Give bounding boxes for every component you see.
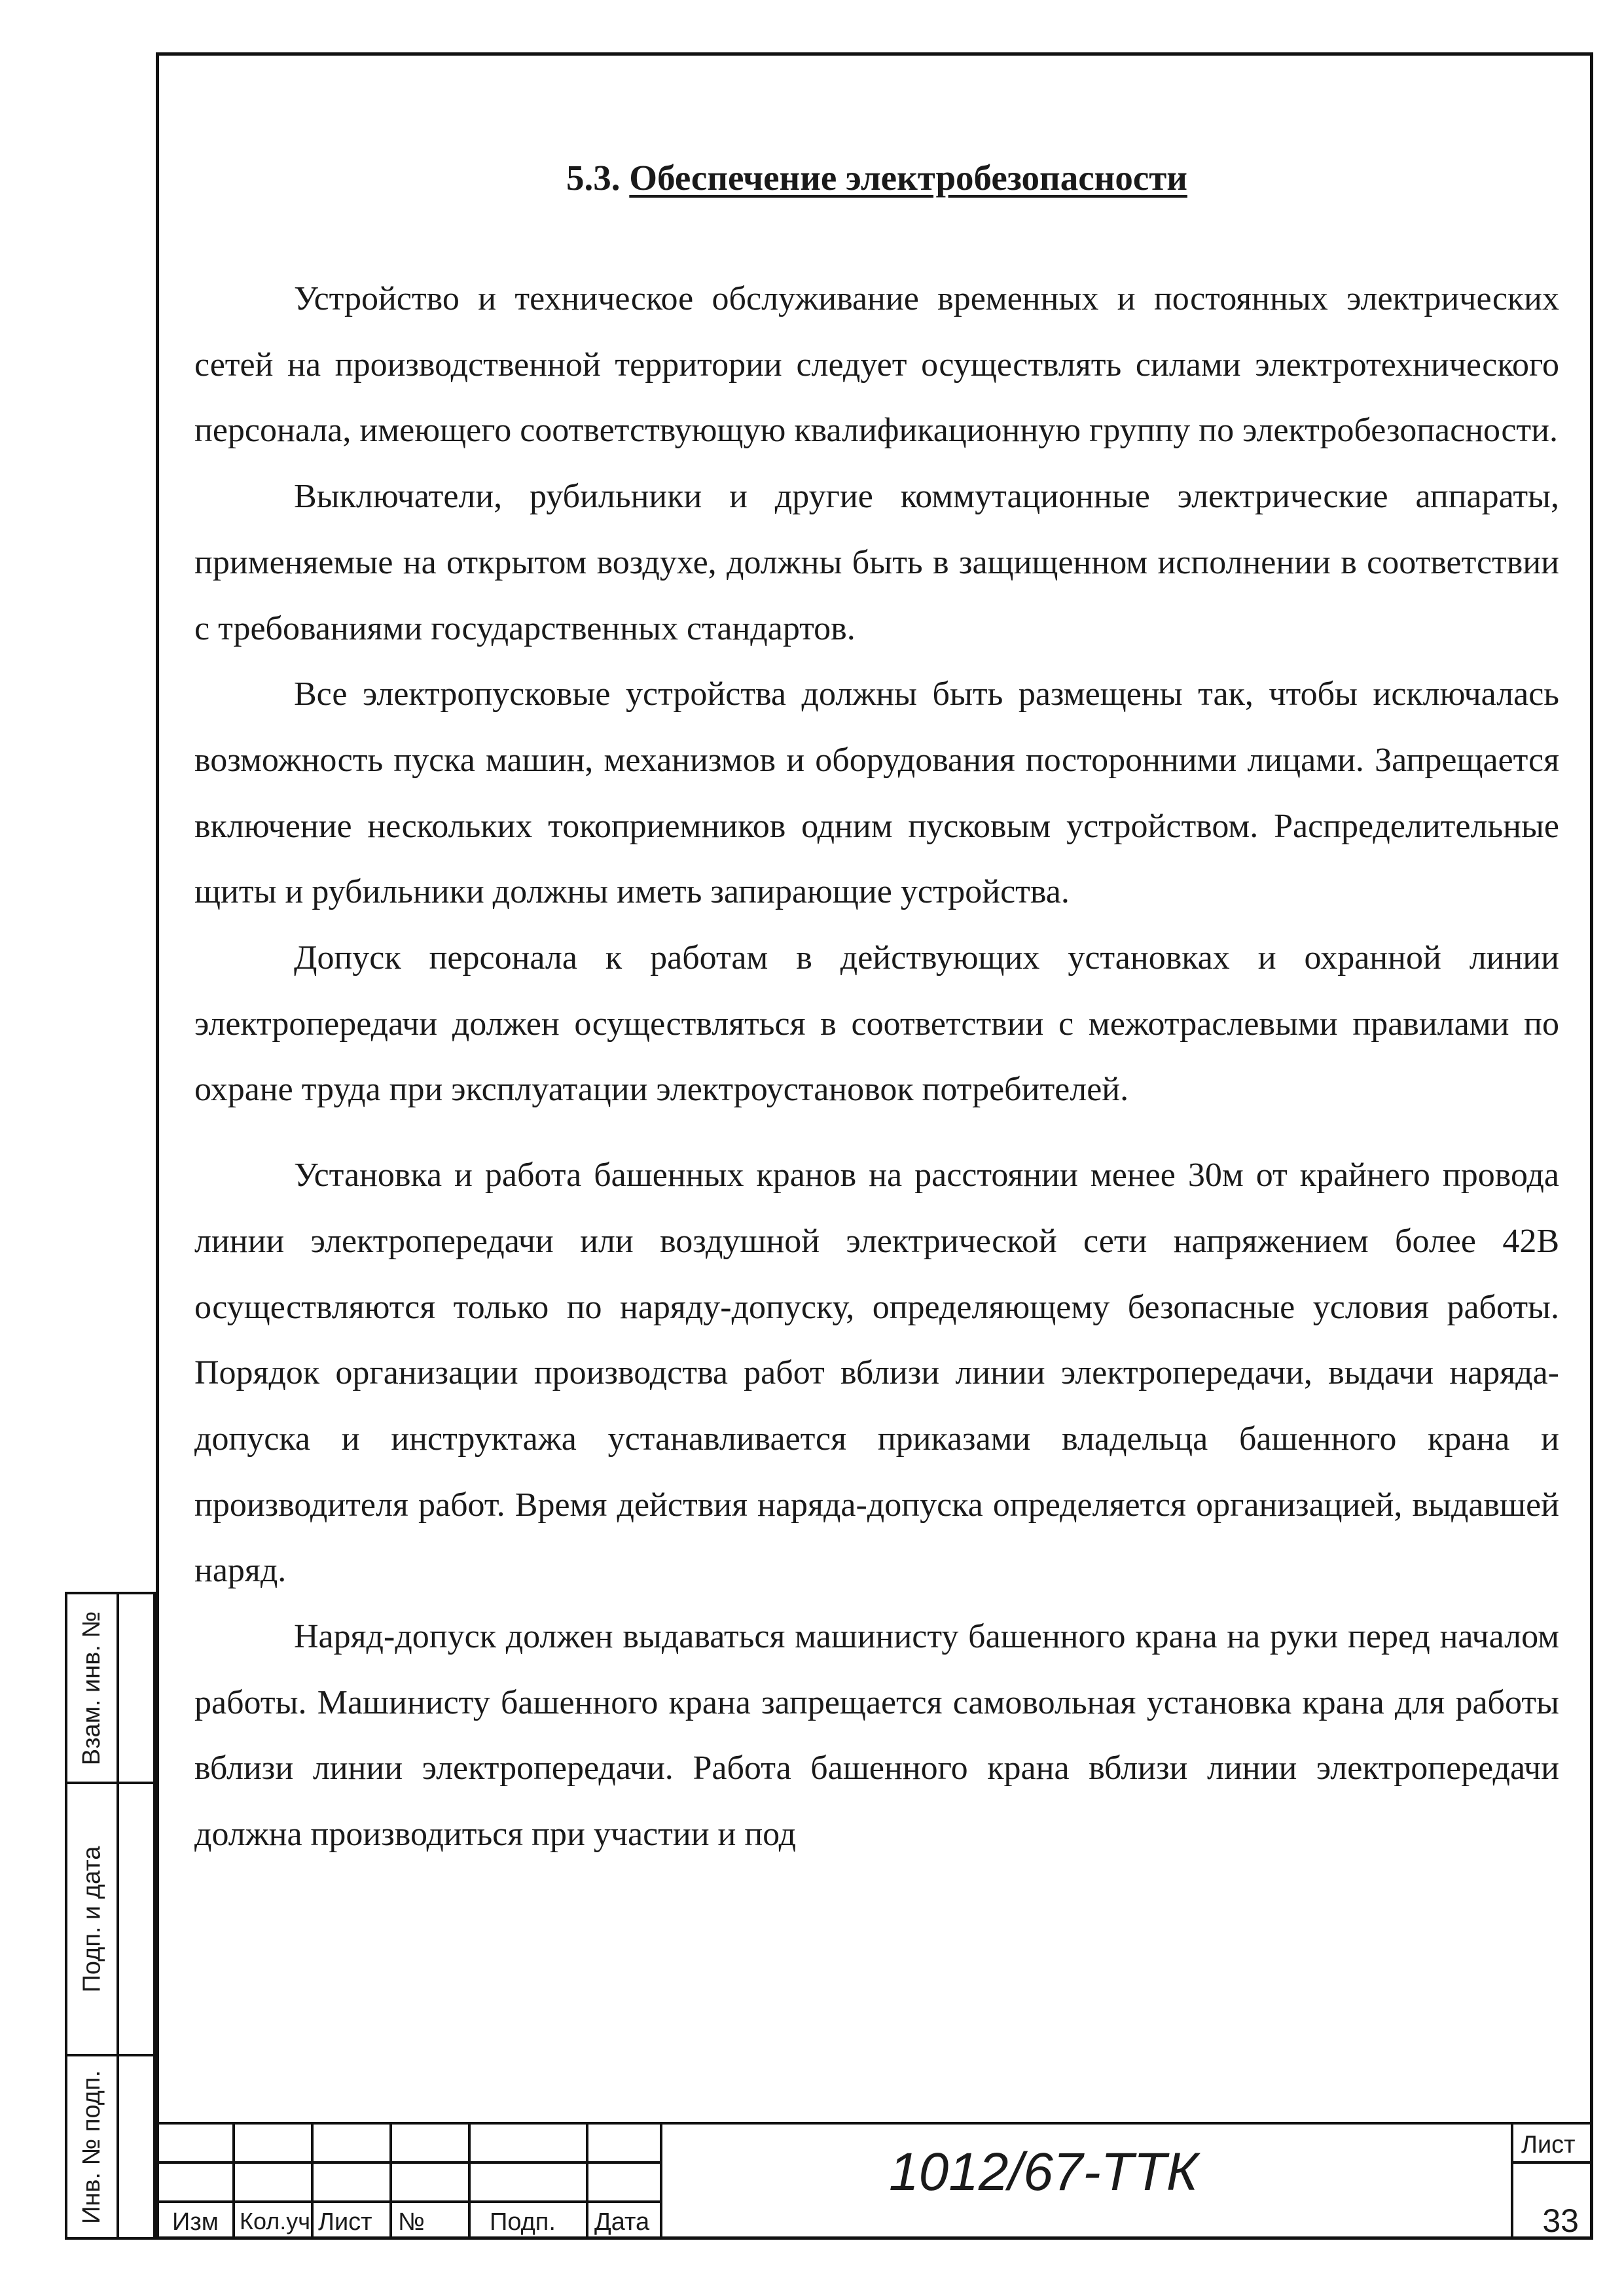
title-block	[156, 2122, 1593, 2240]
paragraph-5: Установка и работа башенных кранов на расстоянии менее 30м от крайнего провода линии электропередачи или воздушной электрической сети напряжением более 42В осуществляются только по наряду-допуску, определяющему безопасные условия работы. Порядок организации производства работ вблизи линии электропередачи, выдачи наряда-допуска и инструктажа устанавливается приказами владельца башенного крана и производителя работ. Время действия наряда-допуска определяется организацией, выдавшей наряд.	[194, 1157, 1559, 1590]
side-label-orig-inv: Инв. № подп.	[78, 2070, 106, 2224]
col-data: Дата	[594, 2208, 650, 2236]
paragraph-6: Наряд-допуск должен выдаваться машинисту башенного крана на руки перед началом работы. Машинисту башенного крана запрещается самовольная установка крана для работы вблизи линии электропередачи. Работа башенного крана вблизи линии электропередачи должна производиться при участии и под	[194, 1618, 1559, 1854]
side-label-replaced-inv: Взам. инв. №	[78, 1611, 106, 1765]
document-code: 1012/67-ТТК	[889, 2142, 1199, 2202]
paragraph-2: Выключатели, рубильники и другие коммутационные электрические аппараты, применяемые на открытом воздухе, должны быть в защищенном исполнении в соответствии с требованиями государственных стандартов.	[194, 478, 1559, 647]
col-num: №	[398, 2208, 425, 2236]
section-heading	[194, 145, 1559, 211]
sheet-number: 33	[1542, 2202, 1579, 2239]
sheet-label: Лист	[1521, 2131, 1576, 2159]
document-body	[194, 145, 1559, 1868]
section-title: Обеспечение электробезопасности	[629, 158, 1187, 198]
col-list: Лист	[318, 2208, 372, 2236]
side-label-sign-date: Подп. и дата	[78, 1846, 105, 1992]
col-kol: Кол.уч	[240, 2208, 310, 2234]
col-podp: Подп.	[490, 2208, 556, 2236]
paragraph-4: Допуск персонала к работам в действующих установках и охранной линии электропередачи должен осуществляться в соответствии с межотраслевыми правилами по охране труда при эксплуатации электроустановок потребителей.	[194, 939, 1559, 1109]
paragraph-3: Все электропусковые устройства должны быть размещены так, чтобы исключалась возможность пуска машин, механизмов и оборудования посторонними лицами. Запрещается включение нескольких токоприемников одним пусковым устройством. Распределительные щиты и рубильники должны иметь запирающие устройства.	[194, 675, 1559, 911]
paragraph-1: Устройство и техническое обслуживание временных и постоянных электрических сетей на производственной территории следует осуществлять силами электротехнического персонала, имеющего соответствующую квалификационную группу по электробезопасности.	[194, 280, 1559, 450]
section-number: 5.3.	[566, 158, 621, 198]
col-izm: Изм	[172, 2208, 219, 2236]
side-stamp-sign-date	[65, 1782, 156, 2056]
side-stamp-replaced-inv	[65, 1592, 156, 1784]
side-stamp-orig-inv	[65, 2054, 156, 2240]
